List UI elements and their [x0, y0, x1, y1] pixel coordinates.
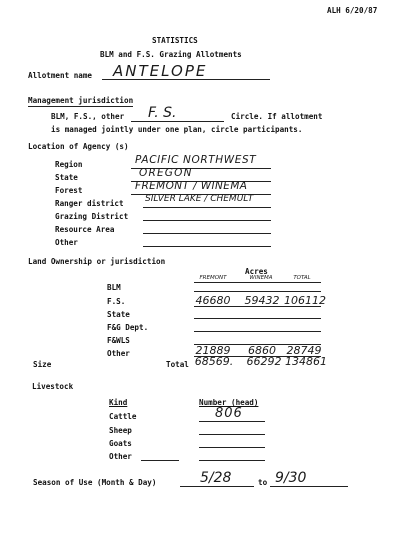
livestock-value-cattle: 806: [215, 406, 243, 421]
land-line-fs: [194, 306, 321, 307]
agency-heading: Location of Agency (s): [28, 142, 129, 151]
livestock-line-other-kind: [141, 460, 179, 461]
total-fremont: 68569.: [194, 355, 234, 368]
livestock-label-cattle: Cattle: [109, 412, 137, 421]
land-other-total: 28749: [286, 344, 322, 357]
season-label: Season of Use (Month & Day): [33, 478, 157, 487]
land-label-fs: F.S.: [107, 297, 126, 306]
agency-label-region: Region: [55, 160, 83, 169]
total-winema: 66292: [246, 355, 282, 368]
land-heading: Land Ownership or jurisdiction: [28, 257, 166, 266]
form-id: ALH 6/20/87: [327, 6, 378, 15]
agency-value-ranger: SILVER LAKE / CHEMULT: [145, 194, 254, 204]
management-line: [131, 121, 224, 122]
agency-value-region: PACIFIC NORTHWEST: [135, 154, 257, 166]
page-title: STATISTICS: [152, 36, 198, 45]
livestock-line-cattle: [199, 421, 265, 422]
land-line-blm: [194, 291, 321, 292]
agency-label-grazing: Grazing District: [55, 212, 129, 221]
land-line-fg: [194, 331, 321, 332]
land-label-blm: BLM: [107, 283, 121, 292]
land-label-fwls: F&WLS: [107, 336, 130, 345]
kind-label: Kind: [109, 398, 128, 407]
land-label-other: Other: [107, 349, 130, 358]
management-heading: Management jurisdiction: [28, 96, 134, 105]
season-from: 5/28: [200, 470, 232, 486]
livestock-label-other: Other: [109, 452, 132, 461]
management-line2: is managed jointly under one plan, circle participants.: [51, 125, 303, 134]
column-winema: WINEMA: [249, 275, 273, 281]
livestock-label-sheep: Sheep: [109, 426, 132, 435]
livestock-line-sheep: [199, 434, 265, 435]
allotment-line: [102, 79, 270, 80]
livestock-label-goats: Goats: [109, 439, 132, 448]
land-line-state: [194, 318, 321, 319]
land-label-fg: F&G Dept.: [107, 323, 149, 332]
agency-line-ranger: [143, 207, 271, 208]
size-label: Size: [33, 360, 52, 369]
agency-label-other: Other: [55, 238, 78, 247]
column-total: TOTAL: [293, 275, 311, 281]
allotment-value: ANTELOPE: [113, 62, 208, 80]
agency-line-grazing: [143, 220, 271, 221]
agency-value-forest: FREMONT / WINEMA: [135, 180, 248, 192]
management-value: F. S.: [148, 105, 177, 121]
columns-line: [194, 282, 321, 283]
land-fs-winema: 59432: [244, 294, 280, 307]
management-line1-suffix: Circle. If allotment: [231, 112, 323, 121]
column-fremont: FREMONT: [199, 275, 227, 281]
number-label: Number (head): [199, 398, 259, 407]
agency-line-resource: [143, 233, 271, 234]
season-to-label: to: [258, 478, 268, 487]
allotment-label: Allotment name: [28, 71, 93, 80]
agency-label-forest: Forest: [55, 186, 83, 195]
total-total: 134861: [285, 355, 327, 368]
season-from-line: [180, 486, 254, 487]
land-fs-fremont: 46680: [195, 294, 231, 307]
livestock-line-goats: [199, 447, 265, 448]
acres-label: Acres: [245, 267, 268, 276]
season-to: 9/30: [275, 470, 307, 486]
land-other-fremont: 21889: [195, 344, 231, 357]
land-label-state: State: [107, 310, 130, 319]
agency-label-resource: Resource Area: [55, 225, 115, 234]
agency-label-ranger: Ranger district: [55, 199, 124, 208]
agency-line-other: [143, 246, 271, 247]
land-fs-total: 106112: [284, 294, 326, 307]
livestock-heading: Livestock: [32, 382, 74, 391]
season-to-line: [270, 486, 348, 487]
agency-value-state: OREGON: [139, 167, 193, 179]
management-line1-prefix: BLM, F.S., other: [51, 112, 125, 121]
page-subtitle: BLM and F.S. Grazing Allotments: [100, 50, 242, 59]
total-label: Total: [166, 360, 189, 369]
land-other-winema: 6860: [248, 344, 276, 357]
livestock-line-other: [199, 460, 265, 461]
agency-label-state: State: [55, 173, 78, 182]
